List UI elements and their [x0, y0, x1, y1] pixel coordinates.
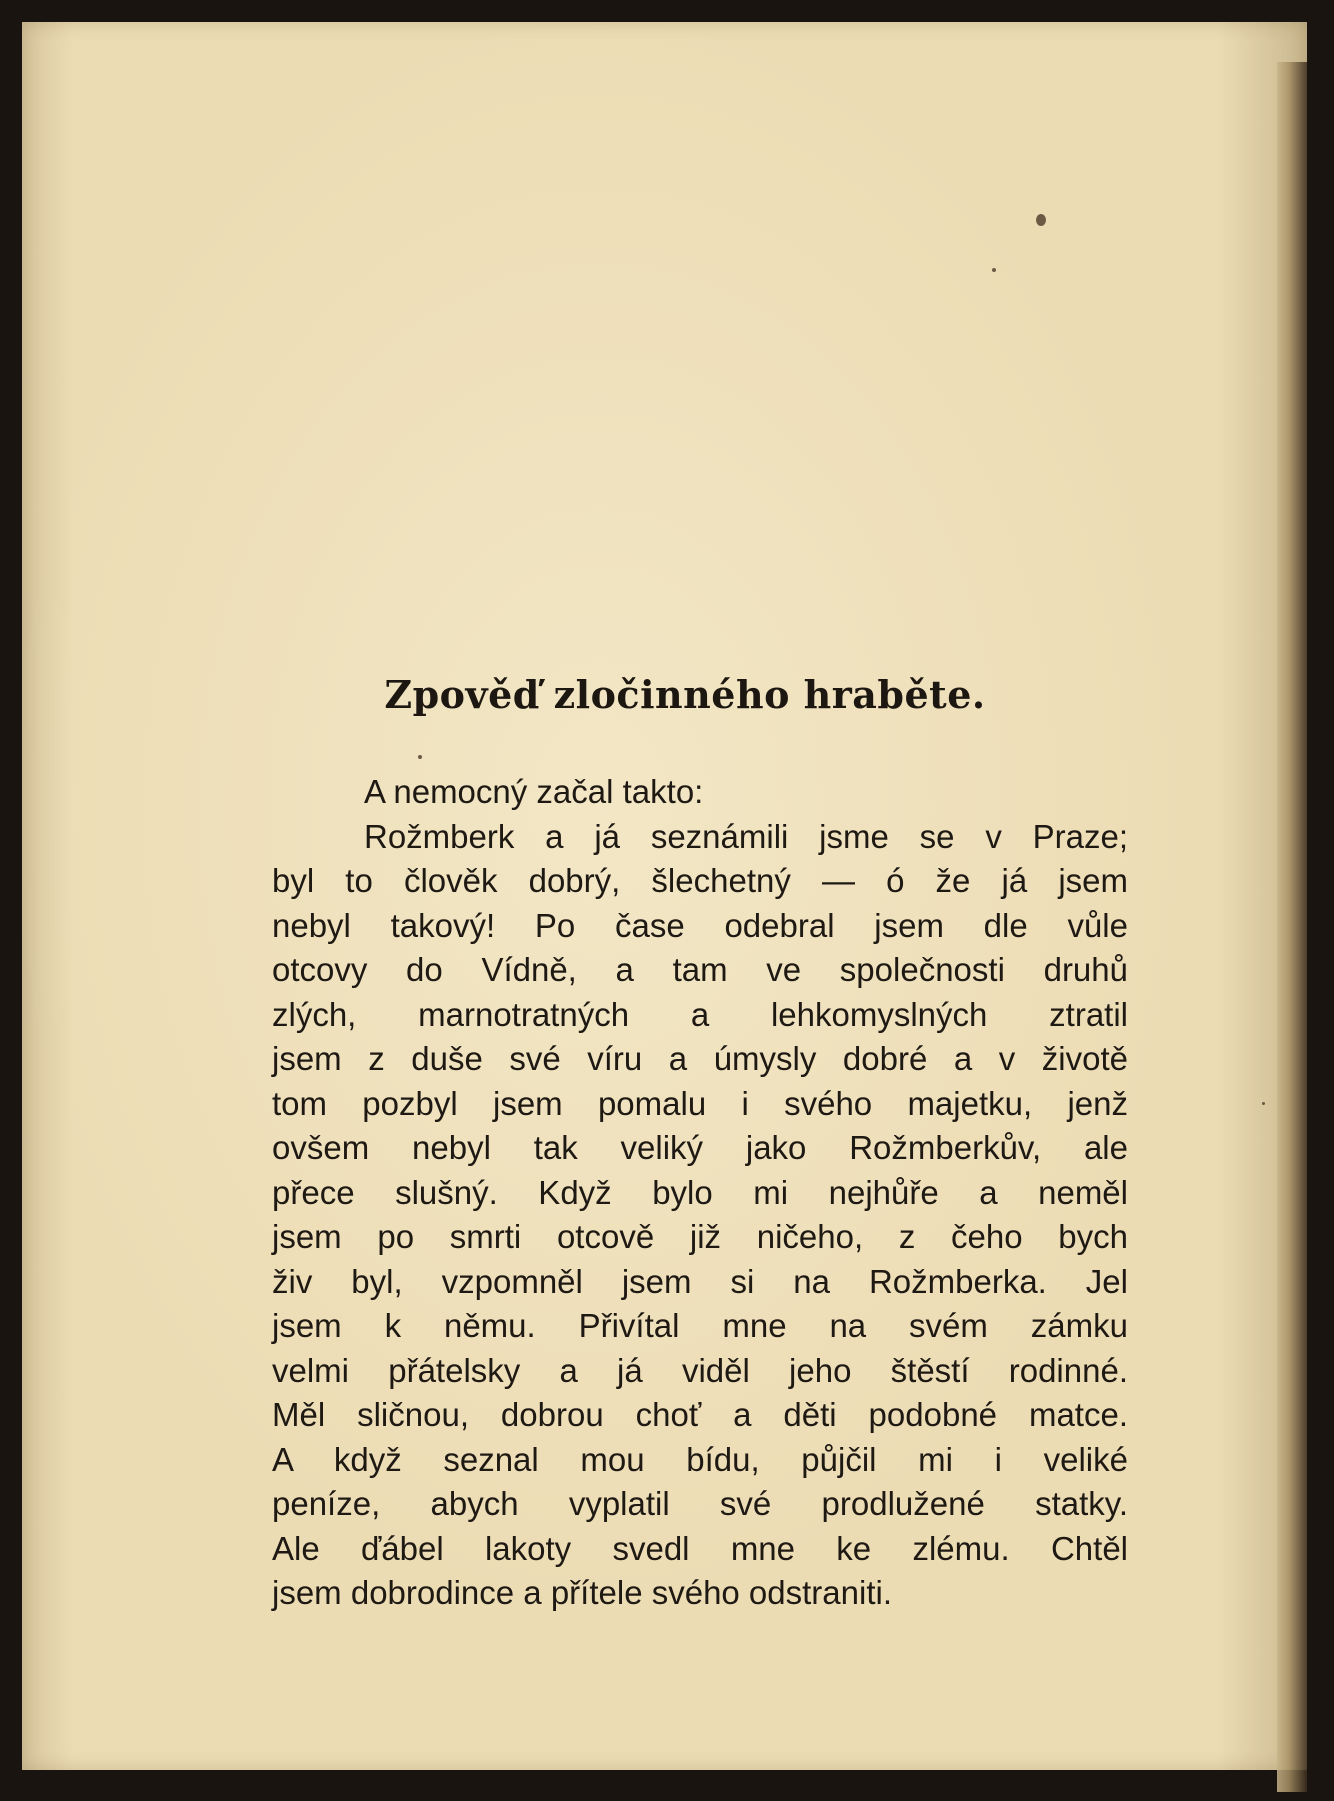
text-line: jsem k němu. Přivítal mne na svém zámku: [272, 1307, 1128, 1344]
chapter-title: Zpověď zločinného hraběte.: [384, 672, 986, 717]
text-line: A když seznal mou bídu, půjčil mi i veliké: [272, 1440, 1128, 1478]
text-line: otcovy do Vídně, a tam ve společnosti druhů: [272, 951, 1128, 988]
text-line: přece slušný. Když bylo mi nejhůře a neměl: [272, 1173, 1128, 1211]
page-edge-shadow: [1277, 62, 1307, 1792]
text-line: nebyl takový! Po čase odebral jsem dle vůle: [272, 906, 1128, 944]
ink-speck: [992, 268, 996, 272]
ink-speck: [1036, 214, 1046, 226]
text-line: Rožmberk a já seznámili jsme se v Praze;: [364, 817, 1128, 855]
ink-speck: [1262, 1102, 1265, 1105]
chapter-body: [272, 770, 1128, 1616]
text-line: jsem dobrodince a přítele svého odstraniti.: [272, 1574, 893, 1611]
ink-speck: [418, 755, 422, 759]
text-line: jsem z duše své víru a úmysly dobré a v životě: [272, 1040, 1128, 1077]
text-line: Měl sličnou, dobrou choť a děti podobné matce.: [272, 1396, 1128, 1433]
text-line: A nemocný začal takto:: [364, 773, 704, 810]
text-line: ovšem nebyl tak veliký jako Rožmberkův, ale: [272, 1129, 1128, 1166]
text-line: byl to člověk dobrý, šlechetný — ó že já jsem: [272, 862, 1128, 899]
text-line: peníze, abych vyplatil své prodlužené statky.: [272, 1485, 1128, 1522]
text-line: Ale ďábel lakoty svedl mne ke zlému. Chtěl: [272, 1529, 1128, 1567]
text-line: velmi přátelsky a já viděl jeho štěstí rodinné.: [272, 1351, 1128, 1389]
text-line: jsem po smrti otcově již ničeho, z čeho bych: [272, 1218, 1128, 1255]
text-line: živ byl, vzpomněl jsem si na Rožmberka. Jel: [272, 1262, 1128, 1300]
text-line: tom pozbyl jsem pomalu i svého majetku, jenž: [272, 1084, 1128, 1122]
text-line: zlých, marnotratných a lehkomyslných ztratil: [272, 995, 1128, 1033]
